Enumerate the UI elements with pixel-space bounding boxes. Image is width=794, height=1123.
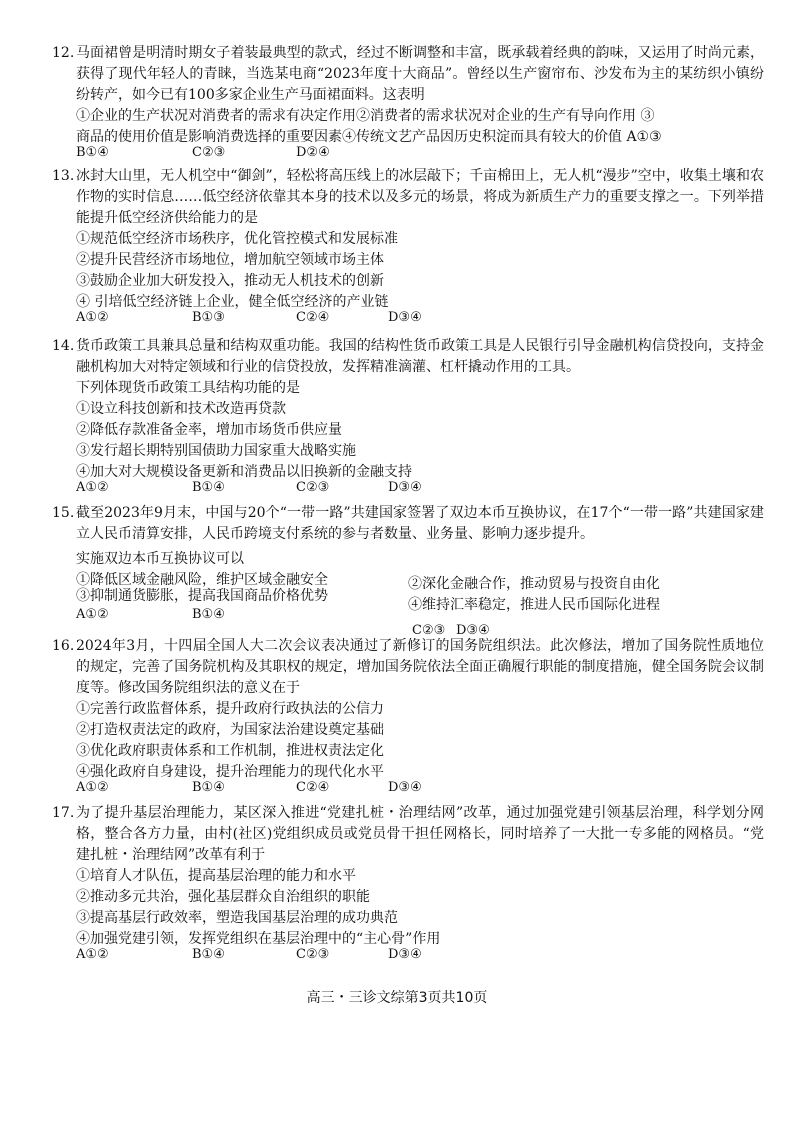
choice-line: ②提升民营经济市场地位，增加航空领域市场主体	[76, 252, 384, 268]
question-15	[52, 503, 764, 642]
answer-option: C②③	[296, 480, 330, 495]
answer-option: D③④	[388, 780, 422, 795]
choice-line: ④加强党建引领，发挥党组织在基层治理中的“主心骨”作用	[76, 931, 441, 947]
question-12	[52, 43, 764, 161]
question-text: 冰封大山里，无人机空中“御剑”，轻松将高压线上的冰层敲下；千亩棉田上，无人机“漫步”空中，收集土壤和农作物的实时信息……低空经济依靠其本身的技术以及多元的场景，将成为新质生产力的重要支撑之一。下列举措能提升低空经济供给能力的是	[76, 168, 764, 226]
answer-option: D③④	[456, 623, 490, 638]
answer-option: D③④	[388, 480, 422, 495]
answer-option: A①②	[76, 310, 109, 325]
answer-option: A①②	[76, 607, 109, 622]
answer-option: A①②	[76, 780, 109, 795]
question-number: 16.	[52, 638, 75, 654]
answer-option: C②③	[192, 145, 226, 160]
answer-option: B①④	[192, 947, 225, 962]
question-stem	[52, 503, 764, 545]
answer-option: D③④	[388, 947, 422, 962]
choice-grid	[52, 570, 764, 612]
choice-line: ③优化政府职责体系和工作机制，推进权责法定化	[76, 743, 384, 759]
question-17	[52, 803, 764, 963]
answer-option: A①②	[76, 480, 109, 495]
question-text: 马面裙曾是明清时期女子着装最典型的款式，经过不断调整和丰富，既承载着经典的韵味，又运用了时尚元素，获得了现代年轻人的青睐，当选某电商“2023年度十大商品”。曾经以生产窗帘布、沙发布为主的某纺织小镇纷纷转产，如今已有100多家企业生产马面裙面料。这表明	[76, 45, 764, 103]
choice-line: ③抑制通货膨胀，提高我国商品价格优势	[76, 588, 328, 604]
answer-option: C②④	[296, 310, 330, 325]
question-stem	[52, 166, 764, 229]
question-number: 17.	[52, 805, 75, 821]
answer-option: B①④	[192, 480, 225, 495]
question-text: 货币政策工具兼具总量和结构双重功能。我国的结构性货币政策工具是人民银行引导金融机构信贷投向，支持金融机构加大对特定领域和行业的信贷投放，发挥精准滴灌、杠杆撬动作用的工具。	[76, 338, 764, 375]
choice-line: ①企业的生产状况对消费者的需求有决定作用②消费者的需求状况对企业的生产有导向作用 ③	[76, 108, 655, 124]
question-number: 13.	[52, 168, 75, 184]
question-14	[52, 336, 764, 496]
choice-line: ①培育人才队伍，提高基层治理的能力和水平	[76, 868, 356, 884]
answer-option: B①④	[192, 780, 225, 795]
choice-line: ②深化金融合作，推动贸易与投资自由化	[408, 576, 660, 592]
question-number: 15.	[52, 505, 75, 521]
choice-line: ②打造权责法定的政府，为国家法治建设奠定基础	[76, 722, 384, 738]
answer-option: A①②	[76, 947, 109, 962]
question-text: 2024年3月，十四届全国人大二次会议表决通过了新修订的国务院组织法。此次修法，增加了国务院性质地位的规定，完善了国务院机构及其职权的规定，增加国务院依法全面正确履行职能的制度措施，健全国务院会议制度等。修改国务院组织法的意义在于	[76, 638, 764, 696]
page-footer: 高三・三诊文综第3页共10页	[306, 990, 488, 1006]
choice-line: ①完善行政监督体系，提升政府行政执法的公信力	[76, 701, 384, 717]
answer-option: B①④	[192, 607, 225, 622]
question-13	[52, 166, 764, 326]
question-text: 为了提升基层治理能力，某区深入推进“党建扎桩・治理结网”改革，通过加强党建引领基层治理，科学划分网格，整合各方力量，由村(社区)党组织成员或党员骨干担任网格长，同时培养了一大批一专多能的网格员。“党建扎桩・治理结网”改革有利于	[76, 805, 764, 863]
answer-options	[52, 310, 764, 326]
answer-option: B①④	[76, 145, 109, 160]
question-stem	[52, 336, 764, 378]
choice-line: 商品的使用价值是影响消费选择的重要因素④传统文艺产品因历史积淀而具有较大的价值 A①③	[76, 129, 662, 145]
answer-option: D③④	[388, 310, 422, 325]
choice-line: ③发行超长期特别国债助力国家重大战略实施	[76, 443, 356, 459]
choice-line: ①规范低空经济市场秩序，优化管控模式和发展标准	[76, 231, 398, 247]
question-prompt: 实施双边本币互换协议可以	[76, 551, 244, 567]
answer-option: C②③	[412, 623, 446, 638]
question-stem	[52, 636, 764, 699]
question-number: 12.	[52, 45, 75, 61]
question-number: 14.	[52, 338, 75, 354]
choice-line: ②推动多元共治，强化基层群众自治组织的职能	[76, 889, 370, 905]
choice-line: ③鼓励企业加大研发投入，推动无人机技术的创新	[76, 273, 384, 289]
answer-option: B①③	[192, 310, 225, 325]
choice-line: ④强化政府自身建设，提升治理能力的现代化水平	[76, 764, 384, 780]
question-text: 截至2023年9月末，中国与20个“一带一路”共建国家签署了双边本币互换协议，在17个“一带一路”共建国家建立人民币清算安排，人民币跨境支付系统的参与者数量、业务量、影响力逐步提升。	[76, 505, 764, 542]
answer-option: D②④	[296, 145, 330, 160]
choice-line: ①设立科技创新和技术改造再贷款	[76, 401, 286, 417]
answer-options	[52, 480, 764, 496]
choice-line: ④加大对大规模设备更新和消费品以旧换新的金融支持	[76, 464, 412, 480]
answer-option: C②③	[296, 947, 330, 962]
answer-options	[52, 947, 764, 963]
answer-options	[52, 780, 764, 796]
choice-line: ④ 引培低空经济链上企业，健全低空经济的产业链	[76, 294, 389, 310]
question-prompt: 下列体现货币政策工具结构功能的是	[76, 380, 300, 396]
question-stem	[52, 43, 764, 106]
question-16	[52, 636, 764, 796]
choice-line: ④维持汇率稳定，推进人民币国际化进程	[408, 597, 660, 613]
question-stem	[52, 803, 764, 866]
answer-option: C②④	[296, 780, 330, 795]
choice-line: ③提高基层行政效率，塑造我国基层治理的成功典范	[76, 910, 398, 926]
choice-line: ②降低存款准备金率，增加市场货币供应量	[76, 422, 342, 438]
choice-line: ①降低区域金融风险，维护区域金融安全	[76, 572, 328, 588]
